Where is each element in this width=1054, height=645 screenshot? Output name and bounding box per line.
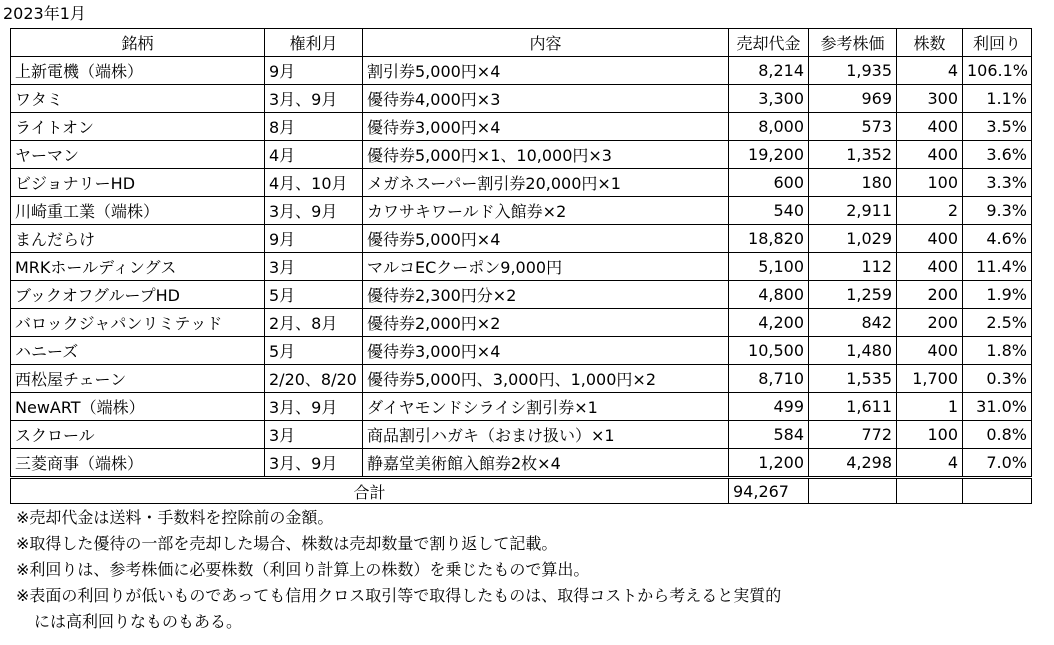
row-name: ワタミ (11, 85, 265, 113)
header-content: 内容 (363, 29, 729, 57)
row-price: 573 (809, 113, 897, 141)
table-row (11, 113, 1032, 141)
row-yield: 106.1% (963, 57, 1032, 85)
row-name: ビジョナリーHD (11, 169, 265, 197)
row-month: 4月 (265, 141, 363, 169)
row-name: ヤーマン (11, 141, 265, 169)
row-name: スクロール (11, 421, 265, 449)
table-row (11, 169, 1032, 197)
row-yield: 3.5% (963, 113, 1032, 141)
row-content: ダイヤモンドシライシ割引券×1 (363, 393, 729, 421)
row-month: 3月 (265, 421, 363, 449)
row-shares: 400 (897, 253, 963, 281)
row-proceeds: 1,200 (729, 449, 809, 478)
header-month: 権利月 (265, 29, 363, 57)
row-proceeds: 8,214 (729, 57, 809, 85)
row-name: NewART（端株） (11, 393, 265, 421)
table-row (11, 309, 1032, 337)
row-yield: 2.5% (963, 309, 1032, 337)
header-price: 参考株価 (809, 29, 897, 57)
row-month: 8月 (265, 113, 363, 141)
row-price: 772 (809, 421, 897, 449)
row-proceeds: 3,300 (729, 85, 809, 113)
row-month: 2月、8月 (265, 309, 363, 337)
row-yield: 11.4% (963, 253, 1032, 281)
row-content: 優待券3,000円×4 (363, 337, 729, 365)
row-yield: 1.8% (963, 337, 1032, 365)
row-price: 1,352 (809, 141, 897, 169)
row-content: メガネスーパー割引券20,000円×1 (363, 169, 729, 197)
row-content: 優待券2,000円×2 (363, 309, 729, 337)
row-month: 5月 (265, 281, 363, 309)
row-yield: 7.0% (963, 449, 1032, 478)
total-row (11, 478, 1032, 504)
row-name: 三菱商事（端株） (11, 449, 265, 478)
row-name: 上新電機（端株） (11, 57, 265, 85)
row-proceeds: 4,200 (729, 309, 809, 337)
row-price: 842 (809, 309, 897, 337)
table-row (11, 141, 1032, 169)
row-price: 2,911 (809, 197, 897, 225)
note-line: ※取得した優待の一部を売却した場合、株数は売却数量で割り返して記載。 (16, 534, 558, 553)
row-shares: 100 (897, 169, 963, 197)
row-yield: 1.1% (963, 85, 1032, 113)
table-row (11, 57, 1032, 85)
row-month: 3月、9月 (265, 449, 363, 478)
row-name: 西松屋チェーン (11, 365, 265, 393)
row-content: マルコECクーポン9,000円 (363, 253, 729, 281)
row-content: 優待券2,300円分×2 (363, 281, 729, 309)
table-row (11, 225, 1032, 253)
note-line: ※売却代金は送料・手数料を控除前の金額。 (16, 508, 334, 527)
row-shares: 400 (897, 225, 963, 253)
row-price: 1,935 (809, 57, 897, 85)
row-yield: 0.3% (963, 365, 1032, 393)
row-month: 3月 (265, 253, 363, 281)
row-name: ライトオン (11, 113, 265, 141)
row-shares: 1,700 (897, 365, 963, 393)
row-month: 4月、10月 (265, 169, 363, 197)
row-yield: 3.3% (963, 169, 1032, 197)
row-shares: 200 (897, 281, 963, 309)
row-yield: 0.8% (963, 421, 1032, 449)
row-shares: 1 (897, 393, 963, 421)
row-proceeds: 10,500 (729, 337, 809, 365)
total-proceeds: 94,267 (729, 478, 809, 504)
row-content: 優待券3,000円×4 (363, 113, 729, 141)
row-month: 9月 (265, 57, 363, 85)
table-row (11, 421, 1032, 449)
row-price: 1,611 (809, 393, 897, 421)
row-shares: 400 (897, 141, 963, 169)
row-yield: 3.6% (963, 141, 1032, 169)
row-yield: 1.9% (963, 281, 1032, 309)
row-proceeds: 5,100 (729, 253, 809, 281)
note-line: ※表面の利回りが低いものであっても信用クロス取引等で取得したものは、取得コストから考えると実質的 (16, 586, 782, 605)
row-price: 180 (809, 169, 897, 197)
row-name: 川崎重工業（端株） (11, 197, 265, 225)
row-shares: 4 (897, 449, 963, 478)
header-row (11, 29, 1032, 57)
row-yield: 31.0% (963, 393, 1032, 421)
row-proceeds: 4,800 (729, 281, 809, 309)
row-price: 1,259 (809, 281, 897, 309)
row-month: 3月、9月 (265, 85, 363, 113)
table-row (11, 253, 1032, 281)
row-month: 3月、9月 (265, 197, 363, 225)
row-content: 優待券5,000円×4 (363, 225, 729, 253)
note-line-continued: には高利回りなものもある。 (34, 612, 243, 631)
row-proceeds: 499 (729, 393, 809, 421)
notes (16, 505, 781, 635)
row-price: 969 (809, 85, 897, 113)
row-shares: 400 (897, 337, 963, 365)
row-price: 1,029 (809, 225, 897, 253)
row-month: 9月 (265, 225, 363, 253)
row-name: まんだらけ (11, 225, 265, 253)
table-row (11, 449, 1032, 478)
row-yield: 9.3% (963, 197, 1032, 225)
row-proceeds: 8,000 (729, 113, 809, 141)
row-name: ハニーズ (11, 337, 265, 365)
row-shares: 2 (897, 197, 963, 225)
table-row (11, 85, 1032, 113)
row-price: 1,535 (809, 365, 897, 393)
row-proceeds: 19,200 (729, 141, 809, 169)
total-empty-yield (963, 478, 1032, 504)
row-shares: 200 (897, 309, 963, 337)
row-proceeds: 584 (729, 421, 809, 449)
row-shares: 100 (897, 421, 963, 449)
row-shares: 400 (897, 113, 963, 141)
table-row (11, 393, 1032, 421)
note-line: ※利回りは、参考株価に必要株数（利回り計算上の株数）を乗じたもので算出。 (16, 560, 590, 579)
table-row (11, 337, 1032, 365)
row-name: バロックジャパンリミテッド (11, 309, 265, 337)
row-name: MRKホールディングス (11, 253, 265, 281)
total-label: 合計 (11, 478, 729, 504)
row-proceeds: 18,820 (729, 225, 809, 253)
row-month: 3月、9月 (265, 393, 363, 421)
row-content: 静嘉堂美術館入館券2枚×4 (363, 449, 729, 478)
header-shares: 株数 (897, 29, 963, 57)
table-row (11, 197, 1032, 225)
header-name: 銘柄 (11, 29, 265, 57)
row-month: 5月 (265, 337, 363, 365)
row-content: 割引券5,000円×4 (363, 57, 729, 85)
row-proceeds: 8,710 (729, 365, 809, 393)
row-price: 1,480 (809, 337, 897, 365)
row-yield: 4.6% (963, 225, 1032, 253)
row-month: 2/20、8/20 (265, 365, 363, 393)
row-content: 優待券4,000円×3 (363, 85, 729, 113)
total-empty-shares (897, 478, 963, 504)
row-content: 商品割引ハガキ（おまけ扱い）×1 (363, 421, 729, 449)
row-proceeds: 540 (729, 197, 809, 225)
row-proceeds: 600 (729, 169, 809, 197)
row-price: 4,298 (809, 449, 897, 478)
row-name: ブックオフグループHD (11, 281, 265, 309)
header-yield: 利回り (963, 29, 1032, 57)
row-content: 優待券5,000円、3,000円、1,000円×2 (363, 365, 729, 393)
header-proceeds: 売却代金 (729, 29, 809, 57)
yutai-sales-table (10, 28, 1032, 504)
row-content: カワサキワールド入館券×2 (363, 197, 729, 225)
row-shares: 300 (897, 85, 963, 113)
table-row (11, 281, 1032, 309)
row-shares: 4 (897, 57, 963, 85)
total-empty-price (809, 478, 897, 504)
table-body (11, 57, 1032, 478)
row-price: 112 (809, 253, 897, 281)
table-row (11, 365, 1032, 393)
sheet-title: 2023年1月 (3, 4, 86, 23)
row-content: 優待券5,000円×1、10,000円×3 (363, 141, 729, 169)
